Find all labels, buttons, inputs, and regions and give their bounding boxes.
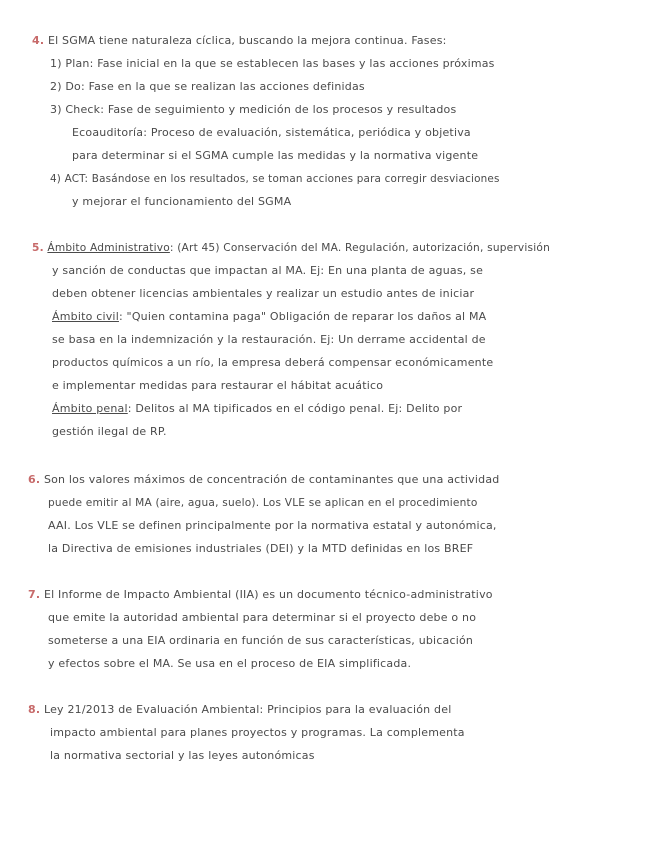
section-6-text-1: Son los valores máximos de concentración de contaminantes que una actividad [43,473,500,486]
section-4-item-act: 4) ACT: Basándose en los resultados, se toman acciones para corregir desviaciones [50,173,500,185]
section-8-text-1: Ley 21/2013 de Evaluación Ambiental: Principios para la evaluación del [43,703,452,716]
ambito-civil-text: : "Quien contamina paga" Obligación de reparar los daños al MA [118,310,487,323]
section-5-civil-line [52,309,486,325]
section-6-line-3: AAI. Los VLE se definen principalmente por la normativa estatal y autonómica, [48,519,497,532]
section-5-admin-line [32,240,550,256]
section-8-line-3: la normativa sectorial y las leyes autonómicas [50,749,315,762]
section-6-number: 6. [28,473,41,486]
section-5-line-6: productos químicos a un río, la empresa deberá compensar económicamente [52,356,494,369]
section-4-item-check: 3) Check: Fase de seguimiento y medición de los procesos y resultados [50,103,457,116]
ambito-administrativo-label: Ámbito Administrativo [47,242,170,254]
section-5-penal-line [52,401,462,417]
section-5-number: 5. [32,242,44,254]
ambito-administrativo-text: : (Art 45) Conservación del MA. Regulación, autorización, supervisión [169,242,550,254]
section-7-text-1: El Informe de Impacto Ambiental (IIA) es un documento técnico-administrativo [43,588,493,601]
section-6-line-2: puede emitir al MA (aire, agua, suelo). Los VLE se aplican en el procedimiento [48,497,478,509]
section-7-line-3: someterse a una EIA ordinaria en función de sus características, ubicación [48,634,474,647]
section-5-line-7: e implementar medidas para restaurar el hábitat acuático [52,379,384,392]
section-8-line-2: impacto ambiental para planes proyectos y programas. La complementa [50,726,465,739]
section-5-line-3: deben obtener licencias ambientales y realizar un estudio antes de iniciar [52,287,475,300]
section-7-line-4: y efectos sobre el MA. Se usa en el proceso de EIA simplificada. [48,657,412,670]
section-4-intro: El SGMA tiene naturaleza cíclica, buscando la mejora continua. Fases: [47,34,447,47]
section-8-number: 8. [28,703,41,716]
ambito-penal-label: Ámbito penal [52,402,128,415]
section-4-number: 4. [32,34,45,47]
section-7-line-2: que emite la autoridad ambiental para determinar si el proyecto debe o no [48,611,477,624]
section-4-item-ecoauditoria: Ecoauditoría: Proceso de evaluación, sistemática, periódica y objetiva [72,126,471,139]
ambito-civil-label: Ámbito civil [52,310,119,323]
section-5-line-9: gestión ilegal de RP. [52,425,167,438]
section-4-item-plan: 1) Plan: Fase inicial en la que se establecen las bases y las acciones próximas [50,57,495,70]
section-4-item-do: 2) Do: Fase en la que se realizan las acciones definidas [50,80,365,93]
section-6-line-1 [28,472,499,488]
section-4-item-act-cont: y mejorar el funcionamiento del SGMA [72,195,292,208]
section-4-item-ecoauditoria-cont: para determinar si el SGMA cumple las medidas y la normativa vigente [72,149,479,162]
section-4-intro-line [32,33,447,49]
section-5-line-2: y sanción de conductas que impactan al MA. Ej: En una planta de aguas, se [52,264,484,277]
section-8-line-1 [28,702,451,718]
ambito-penal-text: : Delitos al MA tipificados en el código penal. Ej: Delito por [127,402,463,415]
section-7-line-1 [28,587,493,603]
section-6-line-4: la Directiva de emisiones industriales (DEI) y la MTD definidas en los BREF [48,542,474,555]
section-5-line-5: se basa en la indemnización y la restauración. Ej: Un derrame accidental de [52,333,486,346]
section-7-number: 7. [28,588,41,601]
